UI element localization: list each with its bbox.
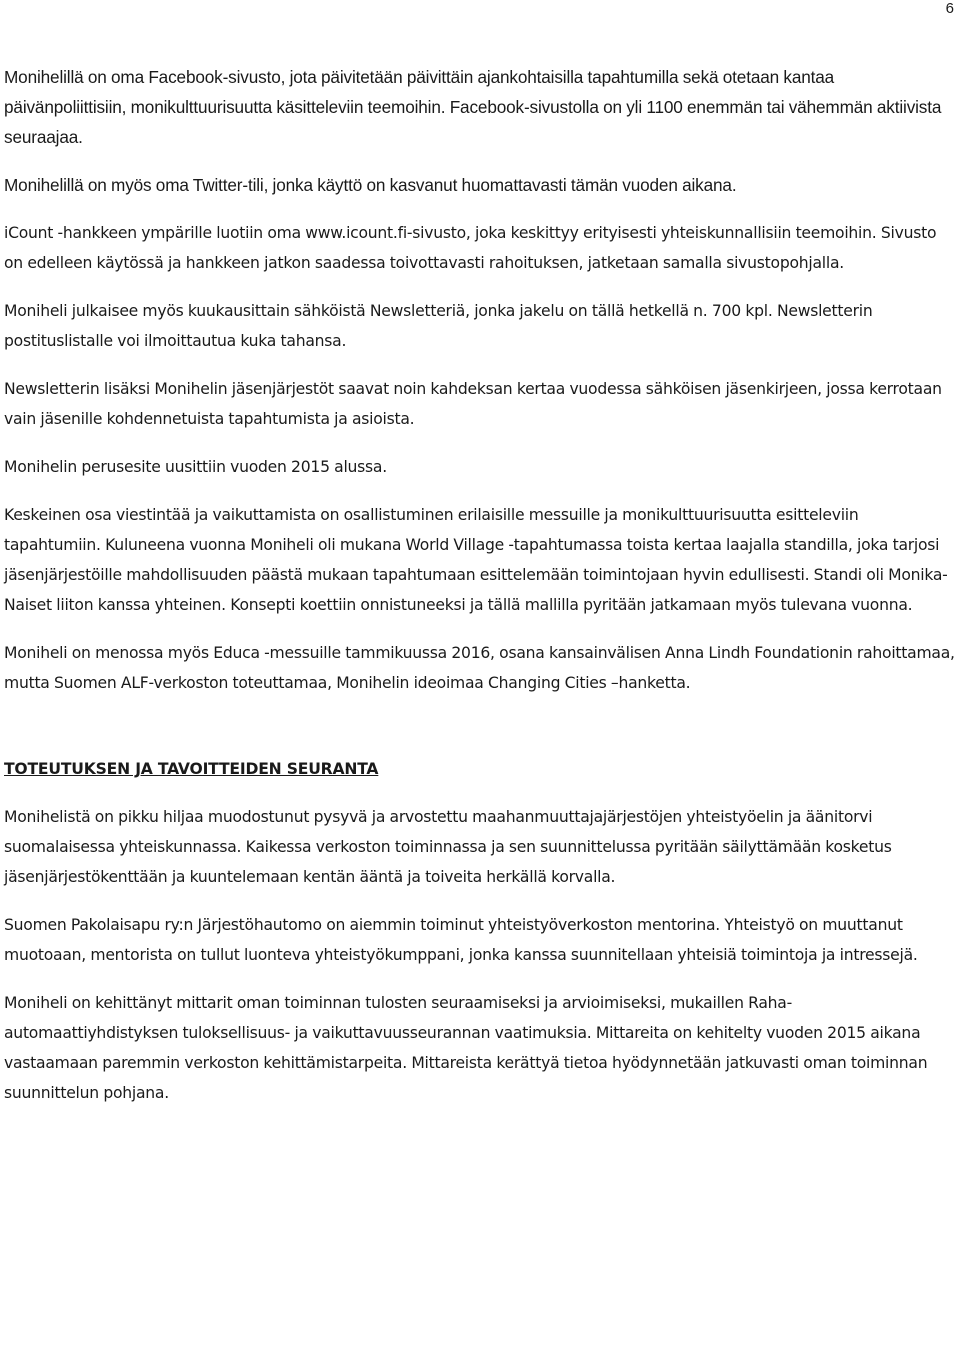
paragraph-brochure: Monihelin perusesite uusittiin vuoden 2015 alussa. — [4, 458, 387, 476]
document-body — [4, 62, 956, 1108]
paragraph-mentoring: Suomen Pakolaisapu ry:n Järjestöhautomo on aiemmin toiminut yhteistyöverkoston mentorina. Yhteistyö on muuttanut muotoaan, mentorista on tullut luonteva yhteistyökumppani, jonka kanssa suunnitellaan yhteisiä toimintoja ja intressejä. — [4, 916, 918, 964]
paragraph-metrics: Moniheli on kehittänyt mittarit oman toiminnan tulosten seuraamiseksi ja arvioimiseksi, mukaillen Raha-automaattiyhdistyksen tuloksellisuus- ja vaikuttavuusseurannan vaatimuksia. Mittareita on kehitelty vuoden 2015 aikana vastaamaan paremmin verkoston kehittämistarpeita. Mittareista kerättyä tietoa hyödynnetään jatkuvasti oman toiminnan suunnittelun pohjana. — [4, 994, 928, 1102]
paragraph-icount: iCount -hankkeen ympärille luotiin oma www.icount.fi-sivusto, joka keskittyy erityisesti yhteiskunnallisiin teemoihin. Sivusto on edelleen käytössä ja hankkeen jatkon saadessa toivottavasti rahoituksen, jatketaan samalla sivustopohjalla. — [4, 224, 937, 272]
paragraph-newsletter: Moniheli julkaisee myös kuukausittain sähköistä Newsletteriä, jonka jakelu on tällä hetkellä n. 700 kpl. Newsletterin postituslistalle voi ilmoittautua kuka tahansa. — [4, 302, 873, 350]
paragraph-educa: Moniheli on menossa myös Educa -messuille tammikuussa 2016, osana kansainvälisen Anna Lindh Foundationin rahoittamaa, mutta Suomen ALF-verkoston toteuttamaa, Monihelin ideoimaa Changing Cities –hanketta. — [4, 644, 955, 692]
section-heading: TOTEUTUKSEN JA TAVOITTEIDEN SEURANTA — [4, 760, 379, 778]
paragraph-member-letter: Newsletterin lisäksi Monihelin jäsenjärjestöt saavat noin kahdeksan kertaa vuodessa sähköisen jäsenkirjeen, jossa kerrotaan vain jäsenille kohdennetuista tapahtumista ja asioista. — [4, 380, 942, 428]
paragraph-evaluation: Monihelistä on pikku hiljaa muodostunut pysyvä ja arvostettu maahanmuuttajajärjestöjen yhteistyöelin ja äänitorvi suomalaisessa yhteiskunnassa. Kaikessa verkoston toiminnassa ja sen suunnittelussa pyritään säilyttämään kosketus jäsenjärjestökenttään ja kuuntelemaan kentän ääntä ja toiveita herkällä korvalla. — [4, 808, 892, 886]
paragraph-twitter: Monihelillä on myös oma Twitter-tili, jonka käyttö on kasvanut huomattavasti tämän vuoden aikana. — [4, 175, 737, 195]
paragraph-events: Keskeinen osa viestintää ja vaikuttamista on osallistuminen erilaisille messuille ja monikulttuurisuutta esitteleviin tapahtumiin. Kuluneena vuonna Moniheli oli mukana World Village -tapahtumassa toista kertaa laajalla standilla, joka tarjosi jäsenjärjestöille mahdollisuuden päästä mukaan tapahtumaan esittelemään toimintojaan hyvin edullisesti. Standi oli Monika-Naiset liiton kanssa yhteinen. Konsepti koettiin onnistuneeksi ja tällä mallilla pyritään jatkamaan myös tulevana vuonna. — [4, 506, 948, 614]
page-number: 6 — [945, 0, 954, 17]
paragraph-facebook: Monihelillä on oma Facebook-sivusto, jota päivitetään päivittäin ajankohtaisilla tapahtumilla sekä otetaan kantaa päivänpoliittisiin, monikulttuurisuutta käsitteleviin teemoihin. Facebook-sivustolla on yli 1100 enemmän tai vähemmän aktiivista seuraajaa. — [4, 67, 942, 147]
